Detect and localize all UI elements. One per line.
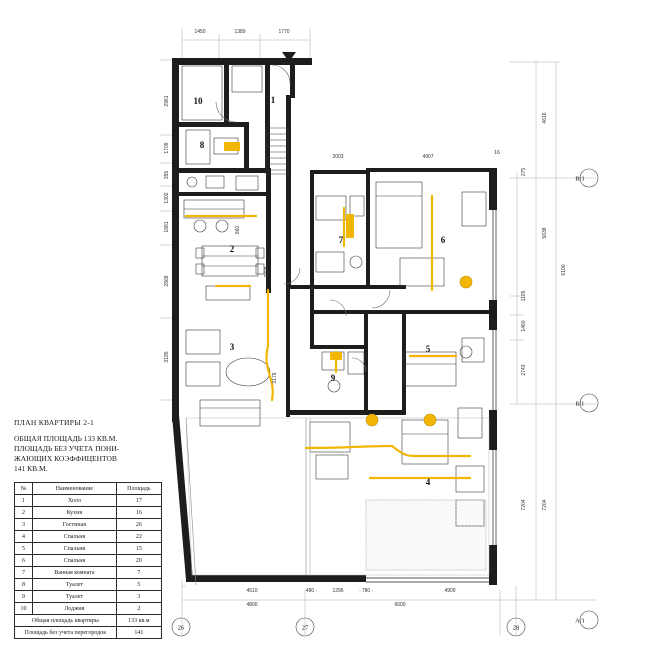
dimension-label: 1770 bbox=[278, 29, 290, 35]
cell-name: Лоджия bbox=[33, 603, 117, 615]
net-value: 141 bbox=[116, 627, 161, 639]
dimension-label: 4907 bbox=[422, 154, 434, 160]
cell-number: 4 bbox=[15, 531, 33, 543]
cell-number: 1 bbox=[15, 495, 33, 507]
room-number: 8 bbox=[199, 140, 205, 150]
cell-area: 20 bbox=[116, 555, 161, 567]
cell-number: 10 bbox=[15, 603, 33, 615]
cell-area: 17 bbox=[116, 495, 161, 507]
cell-name: Спальня bbox=[33, 555, 117, 567]
dimension-label: 2961 bbox=[164, 95, 170, 107]
dimension-label: 480 bbox=[305, 588, 315, 594]
dimension-label: 4800 bbox=[246, 602, 258, 608]
description-line: ЖАЮЩИХ КОЭФФИЦЕНТОВ bbox=[14, 454, 117, 463]
table-row bbox=[15, 579, 162, 591]
table-row bbox=[15, 543, 162, 555]
axis-label: А/1 bbox=[575, 617, 585, 625]
description-line: ОБЩАЯ ПЛОЩАДЬ 133 КВ.М. bbox=[14, 434, 118, 443]
axis-label: 27 bbox=[301, 624, 309, 632]
room-number: 6 bbox=[440, 235, 446, 245]
dimension-label: 1389 bbox=[234, 29, 246, 35]
dimension-label: 7204 bbox=[542, 499, 548, 511]
cell-area: 3 bbox=[116, 591, 161, 603]
dimension-label: 1881 bbox=[164, 221, 170, 233]
cell-area: 2 bbox=[116, 603, 161, 615]
dimension-label: 3195 bbox=[164, 351, 170, 363]
total-label: Общая площадь квартиры bbox=[15, 615, 117, 627]
dimension-label: 4909 bbox=[444, 588, 456, 594]
dimension-label: 780 bbox=[361, 588, 371, 594]
dimension-label: 1709 bbox=[164, 142, 170, 154]
col-number: № bbox=[15, 483, 33, 495]
dimension-label: 1460 bbox=[521, 320, 527, 332]
table-header-row bbox=[15, 483, 162, 495]
table-row bbox=[15, 567, 162, 579]
col-name: Наименование bbox=[33, 483, 117, 495]
room-number: 3 bbox=[229, 342, 235, 352]
dimension-label: 2743 bbox=[521, 364, 527, 376]
room-number: 7 bbox=[338, 235, 344, 245]
dimension-label: 4510 bbox=[246, 588, 258, 594]
axis-label: В/1 bbox=[575, 175, 585, 183]
dimension-label: 2003 bbox=[332, 154, 344, 160]
room-number: 2 bbox=[229, 244, 235, 254]
room-number: 5 bbox=[425, 344, 431, 354]
table-row bbox=[15, 555, 162, 567]
dimension-label: 16 bbox=[494, 150, 500, 156]
col-area: Площадь bbox=[116, 483, 161, 495]
room-number: 4 bbox=[425, 477, 431, 487]
total-value: 133 кв.м bbox=[116, 615, 161, 627]
net-label: Площадь без учета перегородок bbox=[15, 627, 117, 639]
dimension-label: 1296 bbox=[332, 588, 344, 594]
dimension-label: 4616 bbox=[542, 112, 548, 124]
table-row bbox=[15, 531, 162, 543]
net-row bbox=[15, 627, 162, 639]
table-row bbox=[15, 507, 162, 519]
table-row bbox=[15, 519, 162, 531]
cell-area: 22 bbox=[116, 531, 161, 543]
cell-number: 2 bbox=[15, 507, 33, 519]
total-row bbox=[15, 615, 162, 627]
room-number: 9 bbox=[330, 373, 336, 383]
legend-block bbox=[14, 418, 174, 639]
cell-name: Холл bbox=[33, 495, 117, 507]
plan-title: ПЛАН КВАРТИРЫ 2-1 bbox=[14, 418, 95, 427]
cell-area: 16 bbox=[116, 507, 161, 519]
plan-description bbox=[14, 434, 174, 474]
dimension-label: 355 bbox=[164, 170, 170, 180]
cell-name: Гостиная bbox=[33, 519, 117, 531]
cell-number: 5 bbox=[15, 543, 33, 555]
cell-name: Туалет bbox=[33, 591, 117, 603]
dimension-label: 5638 bbox=[542, 227, 548, 239]
axis-label: Б/1 bbox=[575, 400, 585, 408]
room-number: 10 bbox=[193, 96, 203, 106]
cell-area: 15 bbox=[116, 543, 161, 555]
dimension-label: 1105 bbox=[521, 290, 527, 302]
cell-area: 26 bbox=[116, 519, 161, 531]
dimension-label: 6600 bbox=[394, 602, 406, 608]
dimension-label: 2868 bbox=[164, 275, 170, 287]
table-row bbox=[15, 591, 162, 603]
cell-name: Кухня bbox=[33, 507, 117, 519]
room-number: 1 bbox=[270, 95, 276, 105]
axis-label: 28 bbox=[512, 624, 520, 632]
room-schedule-table bbox=[14, 482, 162, 639]
dimension-label: 6100 bbox=[561, 264, 567, 276]
table-row bbox=[15, 603, 162, 615]
cell-number: 9 bbox=[15, 591, 33, 603]
cell-area: 5 bbox=[116, 579, 161, 591]
cell-name: Спальня bbox=[33, 543, 117, 555]
table-row bbox=[15, 495, 162, 507]
dimension-label: 7204 bbox=[521, 499, 527, 511]
description-line: ПЛОЩАДЬ БЕЗ УЧЕТА ПОНИ- bbox=[14, 444, 120, 453]
dimension-label: 3178 bbox=[272, 372, 278, 384]
description-line: 141 КВ.М. bbox=[14, 464, 48, 473]
dimension-label: 275 bbox=[521, 167, 527, 177]
cell-number: 3 bbox=[15, 519, 33, 531]
cell-number: 7 bbox=[15, 567, 33, 579]
dimension-label: 1302 bbox=[164, 192, 170, 204]
cell-name: Спальня bbox=[33, 531, 117, 543]
cell-name: Ванная комната bbox=[33, 567, 117, 579]
axis-label: 26 bbox=[177, 624, 185, 632]
cell-area: 7 bbox=[116, 567, 161, 579]
dimension-label: 660 bbox=[235, 225, 241, 235]
cell-number: 8 bbox=[15, 579, 33, 591]
dimension-label: 2808 bbox=[264, 266, 270, 278]
dimension-label: 1450 bbox=[194, 29, 206, 35]
cell-number: 6 bbox=[15, 555, 33, 567]
cell-name: Туалет bbox=[33, 579, 117, 591]
